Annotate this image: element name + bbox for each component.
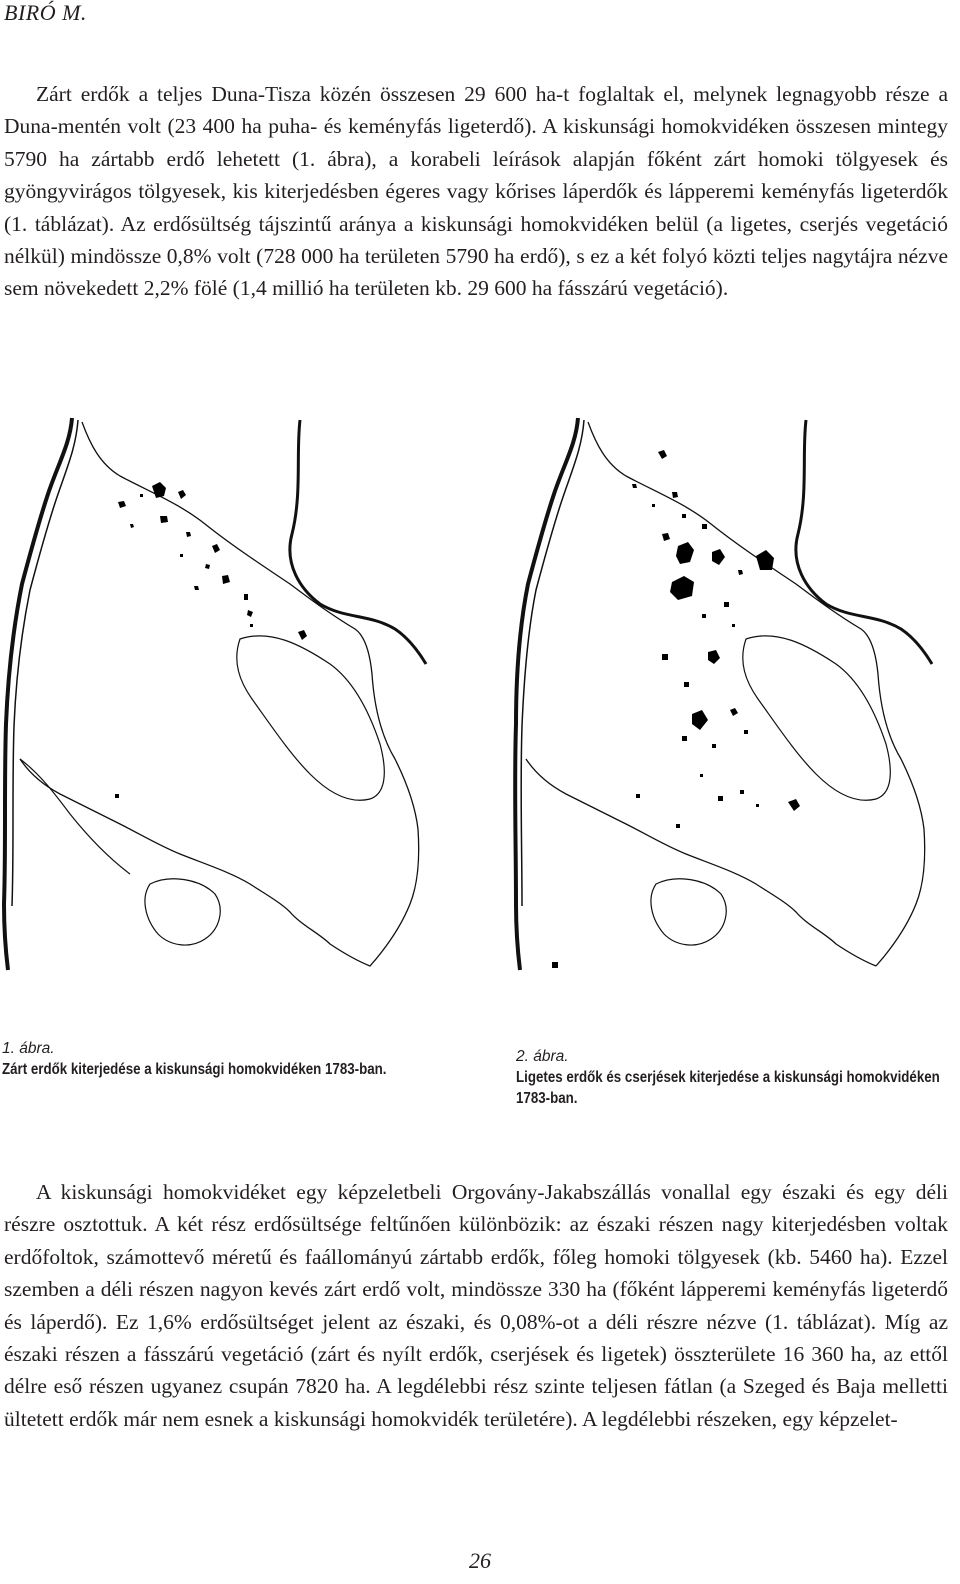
body-paragraph-2: A kiskunsági homokvidéket egy képzeletbeli Orgovány-Jakabszállás vonallal egy északi és egy déli részre osztottuk. A két rész erdősültsége feltűnően különbözik: az északi részen nagy kiterjedésben voltak erdőfoltok, számottevő méretű és faállományú zártabb erdők, főleg homoki tölgyesek (kb. 5460 ha). Ezzel szemben a déli részen nagyon kevés zárt erdő volt, mindössze 330 ha (főként lápperemi keményfás ligeterdő és láperdő). Ez 1,6% erdősültséget jelent az északi, és 0,08%-ot a déli részre nézve (1. táblázat). Míg az északi részen a fásszárú vegetáció (zárt és nyílt erdők, cserjések és ligetek) összterülete 16 360 ha, az ettől délre eső részen ugyanez csupán 7820 ha. A legdélebbi rész szinte teljesen fátlan (a Szeged és Baja melletti ültetett erdők már nem esnek a kiskunsági homokvidék területére). A legdélebbi részeken, egy képzelet-: [4, 1180, 948, 1431]
figure-1-caption-text: Zárt erdők kiterjedése a kiskunsági homokvidéken 1783-ban.: [2, 1061, 387, 1078]
figure-2-caption-text: Ligetes erdők és cserjések kiterjedése a kiskunsági homokvidéken 1783-ban.: [516, 1069, 940, 1107]
figure-1-map: [0, 414, 430, 974]
page-number: 26: [469, 1548, 491, 1573]
region-outline: [20, 422, 419, 966]
map-open-forests-shrubs: [512, 414, 942, 974]
figure-1-caption: [2, 1038, 462, 1080]
tisza-river: [290, 420, 426, 664]
tisza-river: [796, 420, 932, 664]
running-head: BIRÓ M.: [4, 0, 87, 25]
figure-2-caption: [516, 1046, 946, 1109]
figure-2-map: [512, 414, 942, 974]
body-paragraph-1: Zárt erdők a teljes Duna-Tisza közén összesen 29 600 ha-t foglaltak el, melynek legnagyobb része a Duna-mentén volt (23 400 ha puha- és keményfás ligeterdő). A kiskunsági homokvidéken összesen mintegy 5790 ha zártabb erdő lehetett (1. ábra), a korabeli leírások alapján főként zárt homoki tölgyesek és gyöngyvirágos tölgyesek, kis kiterjedésben égeres vagy kőrises láperdők és lápperemi keményfás ligeterdők (1. táblázat). Az erdősültség tájszintű aránya a kiskunsági homokvidéken belül (a ligetes, cserjés vegetáció nélkül) mindössze 0,8% volt (728 000 ha területen 5790 ha erdő), s ez a két folyó közti teljes nagytájra nézve sem növekedett 2,2% fölé (1,4 millió ha területen kb. 29 600 ha fásszárú vegetáció).: [4, 82, 948, 301]
figure-1-number: 1. ábra.: [2, 1040, 55, 1057]
figure-2-number: 2. ábra.: [516, 1048, 569, 1065]
danube-river: [515, 418, 578, 970]
map-closed-forests: [0, 414, 430, 974]
forest-patches: [552, 450, 800, 968]
danube-river: [4, 418, 72, 970]
